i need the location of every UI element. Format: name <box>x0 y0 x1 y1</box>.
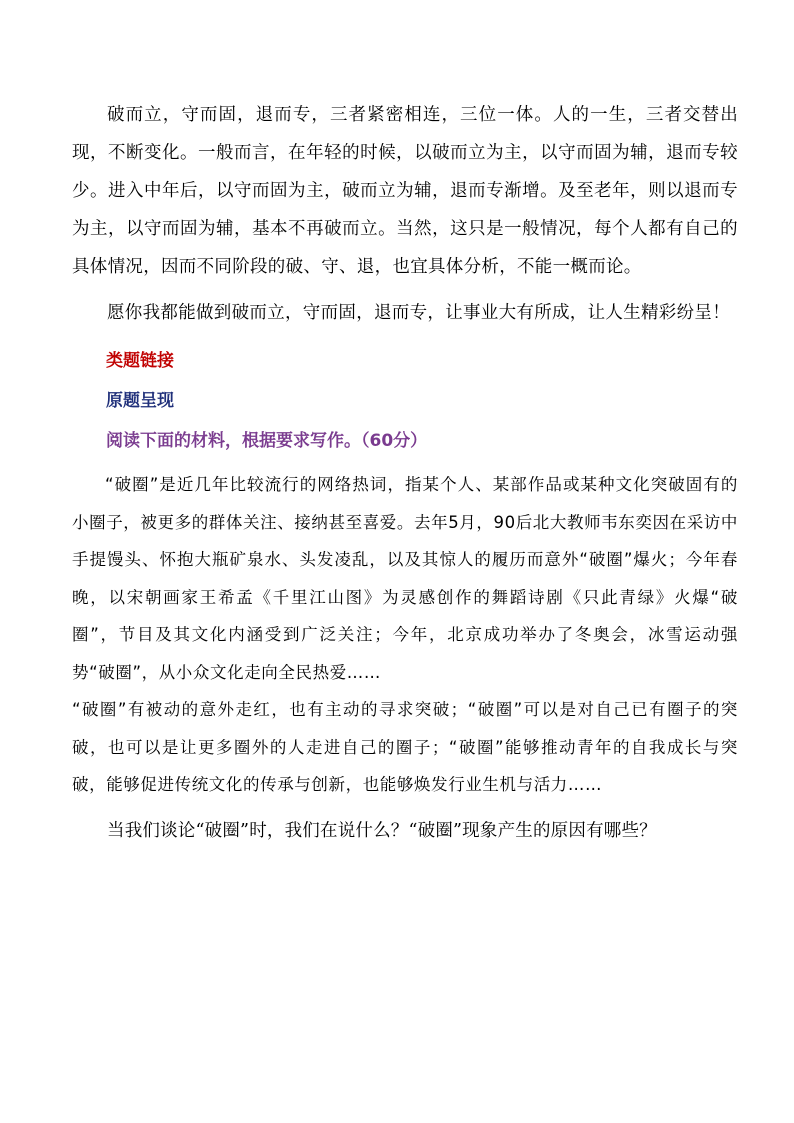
essay-paragraph-2: 愿你我都能做到破而立，守而固，退而专，让事业大有所成，让人生精彩纷呈！ <box>107 303 730 323</box>
document-page <box>72 96 738 850</box>
material-text <box>72 466 738 804</box>
writing-question: 当我们谈论“破圈”时，我们在说什么？“破圈”现象产生的原因有哪些？ <box>107 820 657 841</box>
original-question-heading: 原题呈现 <box>106 391 174 411</box>
material-part-1: “破圈”是近几年比较流行的网络热词，指某个人、某部作品或某种文化突破固有的小圈子，被更多的群体关注、接纳甚至喜爱。去年5月，90后北大教师韦东奕因在采访中手提馒头、怀抱大瓶矿泉水、头发凌乱，以及其惊人的履历而意外“破圈”爆火；今年春晚，以宋朝画家王希孟《千里江山图》为灵感创作的舞蹈诗剧《只此青绿》火爆“破圈”，节目及其文化内涵受到广泛关注；今年，北京成功举办了冬奥会，冰雪运动强势“破圈”，从小众文化走向全民热爱…… <box>72 475 738 682</box>
writing-instruction: 阅读下面的材料，根据要求写作。（60分） <box>106 431 428 451</box>
material-part-2: “破圈”有被动的意外走红，也有主动的寻求突破；“破圈”可以是对自己已有圈子的突破，也可以是让更多圈外的人走进自己的圈子；“破圈”能够推动青年的自我成长与突破，能够促进传统文化的传承与创新，也能够焕发行业生机与活力…… <box>72 700 738 794</box>
related-questions-heading: 类题链接 <box>106 351 174 371</box>
essay-paragraph-1: 破而立，守而固，退而专，三者紧密相连，三位一体。人的一生，三者交替出现，不断变化。一般而言，在年轻的时候，以破而立为主，以守而固为辅，退而专较少。进入中年后，以守而固为主，破而立为辅，退而专渐增。及至老年，则以退而专为主，以守而固为辅，基本不再破而立。当然，这只是一般情况，每个人都有自己的具体情况，因而不同阶段的破、守、退，也宜具体分析，不能一概而论。 <box>72 105 738 277</box>
